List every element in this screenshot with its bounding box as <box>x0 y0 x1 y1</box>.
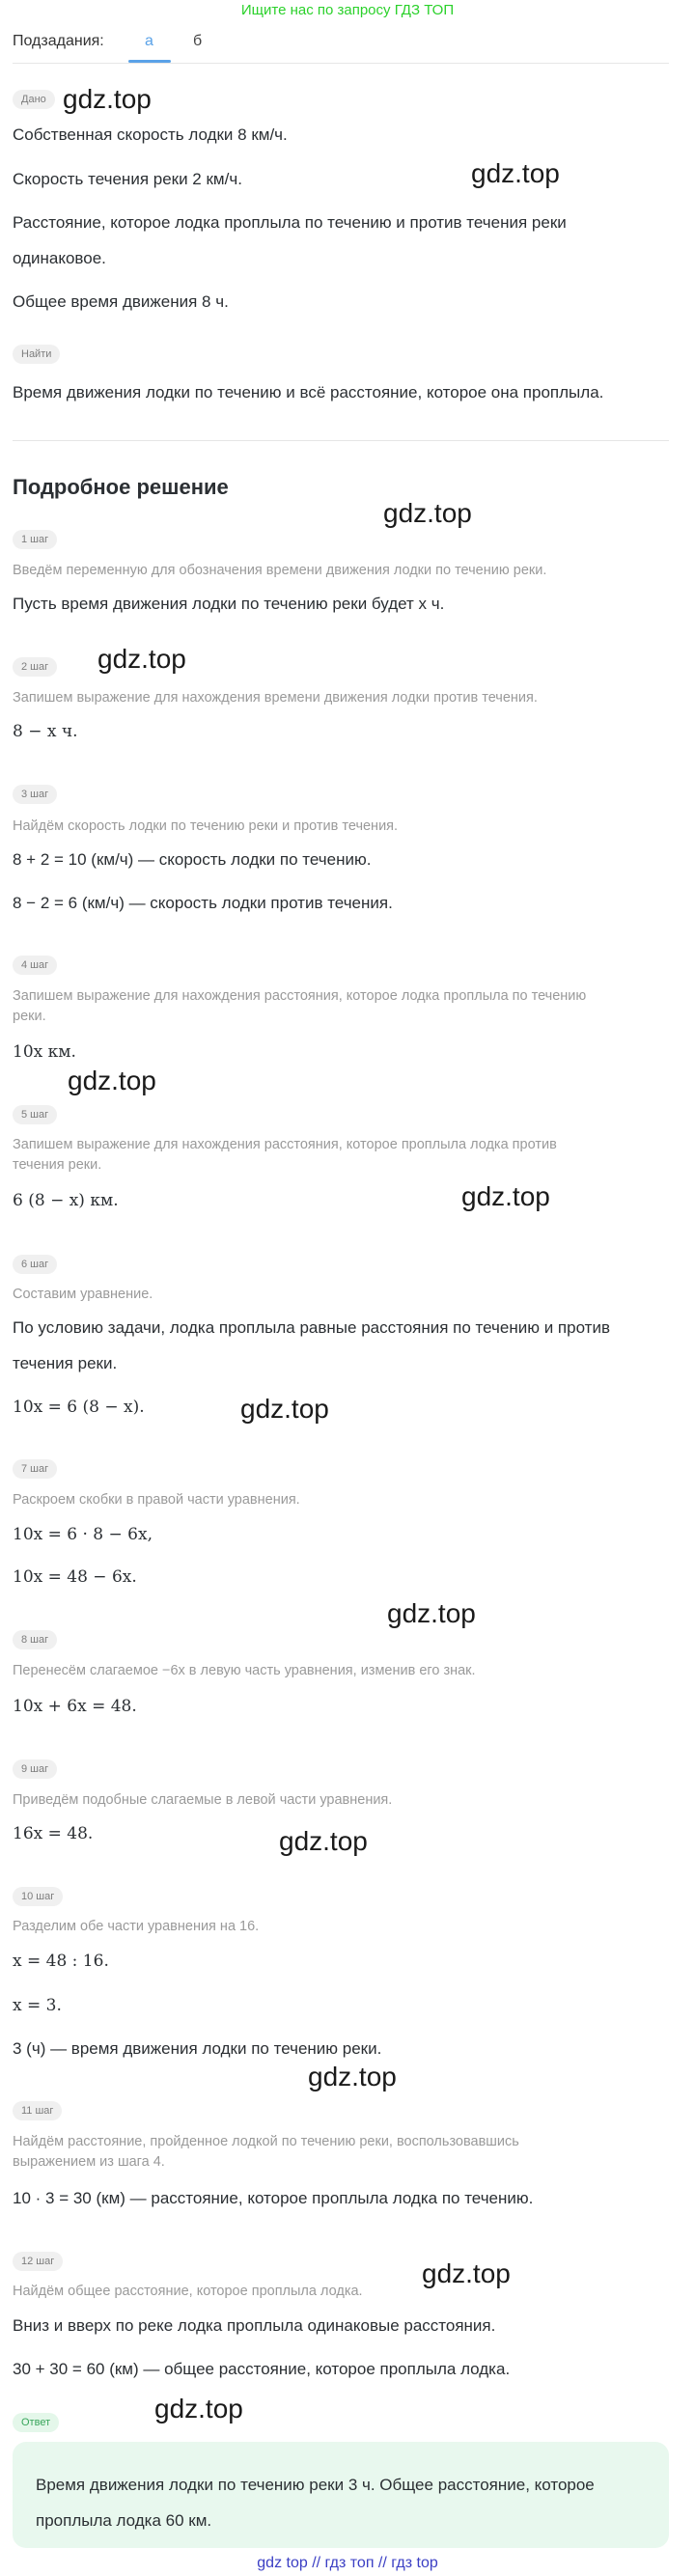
watermark: gdz.top <box>279 1826 368 1856</box>
step-line: x = 48 : 16. <box>13 1952 109 1971</box>
step-description: реки. <box>13 1009 46 1024</box>
watermark: gdz.top <box>422 2258 511 2288</box>
step-description: Разделим обе части уравнения на 16. <box>13 1919 260 1934</box>
step-badge: 9 шаг <box>13 1759 57 1779</box>
step-description: Раскроем скобки в правой части уравнения. <box>13 1492 300 1508</box>
step-description: Запишем выражение для нахождения расстояния, которое лодка проплыла по течению <box>13 988 587 1004</box>
step-line: 10x = 48 − 6x. <box>13 1567 137 1587</box>
step-description: Найдём расстояние, пройденное лодкой по течению реки, воспользовавшись <box>13 2134 519 2149</box>
watermark: gdz.top <box>97 644 186 674</box>
step-line: 10x + 6x = 48. <box>13 1697 137 1716</box>
step-badge: 1 шаг <box>13 530 57 549</box>
given-badge: Дано <box>13 90 55 109</box>
step-line: 10x = 6 (8 − x). <box>13 1398 145 1417</box>
step-line: Пусть время движения лодки по течению реки будет x ч. <box>13 595 445 613</box>
subtasks-label: Подзадания: <box>13 33 104 49</box>
step-description: Найдём скорость лодки по течению реки и против течения. <box>13 818 399 834</box>
step-line: 8 − 2 = 6 (км/ч) — скорость лодки против течения. <box>13 894 393 912</box>
step-description: Запишем выражение для нахождения времени движения лодки против течения. <box>13 690 538 706</box>
step-description: Составим уравнение. <box>13 1287 153 1302</box>
watermark: gdz.top <box>383 498 472 528</box>
step-badge: 12 шаг <box>13 2252 63 2271</box>
solution-title: Подробное решение <box>13 475 229 499</box>
watermark: gdz.top <box>68 1066 156 1095</box>
tabs-divider <box>13 63 669 64</box>
watermark: gdz.top <box>154 2394 243 2424</box>
step-description: Введём переменную для обозначения времени движения лодки по течению реки. <box>13 563 547 578</box>
step-description: выражением из шага 4. <box>13 2154 165 2170</box>
step-badge: 5 шаг <box>13 1105 57 1124</box>
step-badge: 2 шаг <box>13 657 57 677</box>
find-badge: Найти <box>13 345 60 364</box>
step-badge: 7 шаг <box>13 1459 57 1479</box>
step-badge: 4 шаг <box>13 956 57 975</box>
given-line: Собственная скорость лодки 8 км/ч. <box>13 125 288 144</box>
footer-links[interactable]: gdz top // гдз топ // гдз top <box>257 2555 438 2571</box>
step-line: 30 + 30 = 60 (км) — общее расстояние, которое проплыла лодка. <box>13 2360 511 2378</box>
step-line: 10x = 6 · 8 − 6x, <box>13 1525 153 1544</box>
answer-line: Время движения лодки по течению реки 3 ч. Общее расстояние, которое <box>36 2476 595 2494</box>
watermark: gdz.top <box>240 1394 329 1424</box>
given-line: Общее время движения 8 ч. <box>13 292 229 311</box>
watermark: gdz.top <box>471 158 560 188</box>
answer-badge: Ответ <box>13 2413 59 2432</box>
step-badge: 11 шаг <box>13 2101 62 2120</box>
step-description: течения реки. <box>13 1157 102 1173</box>
step-line: 8 + 2 = 10 (км/ч) — скорость лодки по течению. <box>13 850 372 869</box>
step-description: Запишем выражение для нахождения расстояния, которое проплыла лодка против <box>13 1137 557 1152</box>
step-line: 6 (8 − x) км. <box>13 1191 119 1210</box>
step-description: Приведём подобные слагаемые в левой части уравнения. <box>13 1792 393 1808</box>
top-banner[interactable]: Ищите нас по запросу ГДЗ ТОП <box>240 2 455 18</box>
step-badge: 10 шаг <box>13 1887 63 1906</box>
watermark: gdz.top <box>308 2062 397 2091</box>
given-line: одинаковое. <box>13 249 106 267</box>
step-line: 16x = 48. <box>13 1824 94 1843</box>
step-line: 3 (ч) — время движения лодки по течению реки. <box>13 2039 382 2058</box>
step-line: 10x км. <box>13 1042 76 1062</box>
step-badge: 8 шаг <box>13 1630 57 1649</box>
tab-a[interactable]: а <box>145 33 153 49</box>
watermark: gdz.top <box>63 84 152 114</box>
section-divider <box>13 440 669 441</box>
step-line: течения реки. <box>13 1354 118 1372</box>
step-line: 8 − x ч. <box>13 722 78 741</box>
given-line: Скорость течения реки 2 км/ч. <box>13 170 242 188</box>
find-text: Время движения лодки по течению и всё расстояние, которое она проплыла. <box>13 383 604 402</box>
step-line: 10 · 3 = 30 (км) — расстояние, которое проплыла лодка по течению. <box>13 2189 534 2207</box>
watermark: gdz.top <box>461 1181 550 1211</box>
step-description: Найдём общее расстояние, которое проплыла лодка. <box>13 2284 363 2299</box>
step-badge: 6 шаг <box>13 1255 57 1274</box>
given-line: Расстояние, которое лодка проплыла по течению и против течения реки <box>13 213 567 232</box>
step-line: x = 3. <box>13 1996 62 2015</box>
answer-line: проплыла лодка 60 км. <box>36 2511 212 2530</box>
step-line: По условию задачи, лодка проплыла равные расстояния по течению и против <box>13 1318 610 1337</box>
watermark: gdz.top <box>387 1598 476 1628</box>
tab-b[interactable]: б <box>193 33 203 49</box>
step-badge: 3 шаг <box>13 785 57 804</box>
step-description: Перенесём слагаемое −6x в левую часть уравнения, изменив его знак. <box>13 1663 476 1678</box>
step-line: Вниз и вверх по реке лодка проплыла одинаковые расстояния. <box>13 2316 496 2335</box>
